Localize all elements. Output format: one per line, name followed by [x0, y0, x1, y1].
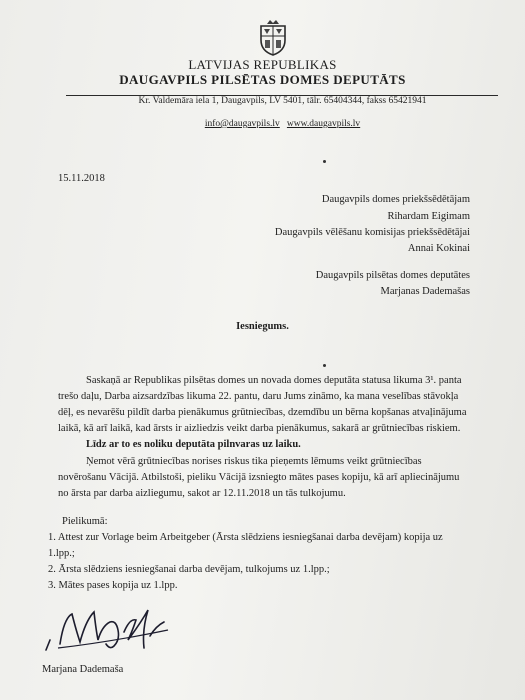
- recipient-line: Annai Kokinai: [407, 243, 470, 254]
- recipient-line: Rihardam Eigimam: [387, 211, 470, 222]
- body-line: Saskaņā ar Republikas pilsētas domes un novada domes deputāta statusa likuma 3¹. panta: [86, 375, 462, 386]
- coat-of-arms-icon: [257, 18, 289, 56]
- attachment-item: 1. Attest zur Vorlage beim Arbeitgeber (Ārsta slēdziens iesniegšanai darba devējam) kopija uz: [48, 532, 443, 543]
- attachment-item: 2. Ārsta slēdziens iesniegšanai darba devējam, tulkojums uz 1.lpp.;: [48, 564, 330, 575]
- attachments-label: Pielikumā:: [62, 516, 108, 527]
- header-line-2: DAUGAVPILS PILSĒTAS DOMES DEPUTĀTS: [119, 72, 406, 87]
- attachment-item: 1.lpp.;: [48, 548, 75, 559]
- body-line: Ņemot vērā grūtniecības norises riskus tika pieņemts lēmums veikt grūtniecības: [86, 456, 422, 467]
- header-address: Kr. Valdemāra iela 1, Daugavpils, LV 5401, tālr. 65404344, fakss 65421941: [138, 96, 427, 106]
- body-line: laikā, kā arī laikā, kad ārsts ir aizliedzis veikt darba pienākumus, sakarā ar grūtniecības riskiem.: [58, 423, 461, 434]
- document-title: Iesniegums.: [236, 321, 289, 332]
- header-contacts: [0, 119, 525, 129]
- speck: [323, 160, 326, 163]
- sender-line: Daugavpils pilsētas domes deputātes: [315, 270, 470, 281]
- body-line: trešo daļu, Darba aizsardzības likuma 22. pantu, daru Jums zināmo, ka mana veselības stāvokļa: [58, 391, 459, 402]
- signature-name: Marjana Dademaša: [42, 664, 124, 675]
- email-link[interactable]: info@daugavpils.lv: [204, 119, 280, 129]
- handwritten-signature: [40, 600, 175, 655]
- body-line: no ārsta par darba aizliegumu, sakot ar 12.11.2018 un tās tulkojumu.: [58, 488, 346, 499]
- body-bold-line: Līdz ar to es noliku deputāta pilnvaras uz laiku.: [86, 439, 301, 450]
- sender-line: Marjanas Dademašas: [380, 286, 470, 297]
- header-line-1: LATVIJAS REPUBLIKAS: [188, 57, 337, 72]
- letter-date: 15.11.2018: [58, 173, 105, 184]
- attachment-item: 3. Mātes pases kopija uz 1.lpp.: [48, 580, 178, 591]
- body-line: novērošanu Vācijā. Atbilstoši, pieliku Vācijā izsniegto mātes pases kopiju, kā arī apliecinājumu: [58, 472, 460, 483]
- recipient-line: Daugavpils domes priekšsēdētājam: [321, 194, 470, 205]
- website-link[interactable]: www.daugavpils.lv: [286, 119, 361, 129]
- recipient-line: Daugavpils vēlēšanu komisijas priekšsēdētājai: [274, 227, 470, 238]
- body-line: dēļ, es nevarēšu pildīt darba pienākumus grūtniecības, dzemdību un bērna kopšanas atvaļinājuma: [58, 407, 467, 418]
- speck: [323, 364, 326, 367]
